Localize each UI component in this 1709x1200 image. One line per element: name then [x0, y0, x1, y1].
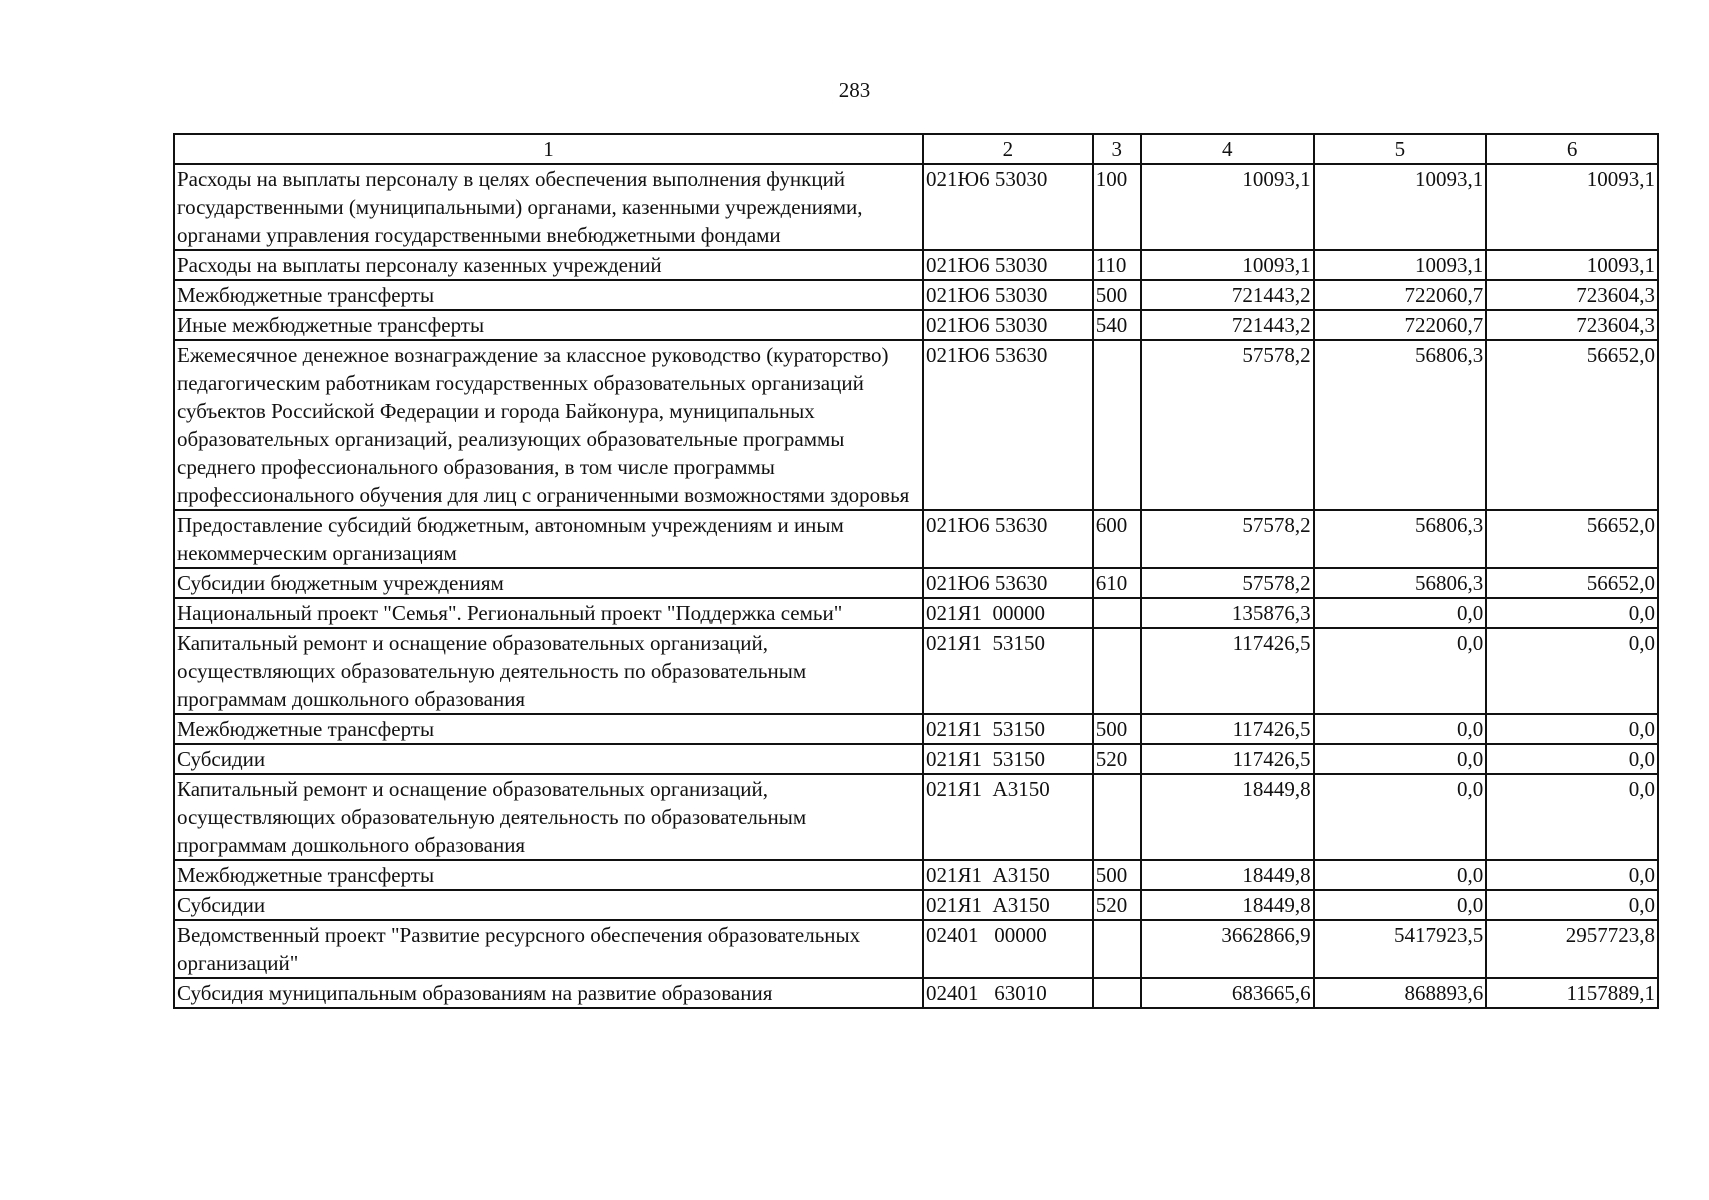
page-number: 283: [838, 78, 871, 102]
row-name-cell: Субсидии бюджетным учреждениям: [174, 568, 923, 598]
row-value-col5-cell: 10093,1: [1314, 164, 1487, 250]
row-value-col5-cell: 0,0: [1314, 628, 1487, 714]
row-code-cell: 021Я1 А3150: [923, 860, 1093, 890]
row-value-col4-cell: 117426,5: [1141, 714, 1314, 744]
table-body: [174, 164, 1658, 1008]
table-row: [174, 890, 1658, 920]
row-expense-type-cell: [1093, 628, 1141, 714]
row-code-cell: 021Ю6 53030: [923, 164, 1093, 250]
row-code-cell: 021Я1 А3150: [923, 774, 1093, 860]
row-value-col5-cell: 10093,1: [1314, 250, 1487, 280]
row-expense-type-cell: 540: [1093, 310, 1141, 340]
table-row: [174, 628, 1658, 714]
row-value-col6-cell: 56652,0: [1486, 510, 1658, 568]
row-value-col6-cell: 0,0: [1486, 744, 1658, 774]
row-expense-type-cell: [1093, 978, 1141, 1008]
row-expense-type-cell: 520: [1093, 890, 1141, 920]
row-value-col6-cell: 10093,1: [1486, 250, 1658, 280]
row-value-col5-cell: 722060,7: [1314, 280, 1487, 310]
row-value-col6-cell: 0,0: [1486, 598, 1658, 628]
row-name-cell: Ежемесячное денежное вознаграждение за классное руководство (кураторство) педагогическим работникам государственных образовательных организаций субъектов Российской Федерации и города Байконура, муниципальных образовательных организаций, реализующих образовательные программы среднего профессионального образования, в том числе программы профессионального обучения для лиц с ограниченными возможностями здоровья: [174, 340, 923, 510]
row-value-col5-cell: 56806,3: [1314, 510, 1487, 568]
row-value-col5-cell: 0,0: [1314, 744, 1487, 774]
table-row: [174, 340, 1658, 510]
row-code-cell: 021Я1 53150: [923, 628, 1093, 714]
row-value-col6-cell: 1157889,1: [1486, 978, 1658, 1008]
row-code-cell: 021Я1 00000: [923, 598, 1093, 628]
row-value-col6-cell: 0,0: [1486, 860, 1658, 890]
row-name-cell: Предоставление субсидий бюджетным, автономным учреждениям и иным некоммерческим организациям: [174, 510, 923, 568]
row-expense-type-cell: 110: [1093, 250, 1141, 280]
row-expense-type-cell: [1093, 340, 1141, 510]
row-value-col6-cell: 2957723,8: [1486, 920, 1658, 978]
row-expense-type-cell: 500: [1093, 860, 1141, 890]
row-value-col5-cell: 868893,6: [1314, 978, 1487, 1008]
table-row: [174, 280, 1658, 310]
table-header-row: [174, 134, 1658, 164]
row-value-col4-cell: 10093,1: [1141, 164, 1314, 250]
row-value-col4-cell: 57578,2: [1141, 510, 1314, 568]
row-value-col4-cell: 18449,8: [1141, 774, 1314, 860]
row-value-col6-cell: 56652,0: [1486, 340, 1658, 510]
table-row: [174, 978, 1658, 1008]
column-header-5: 5: [1314, 134, 1487, 164]
row-code-cell: 021Ю6 53030: [923, 280, 1093, 310]
row-value-col6-cell: 0,0: [1486, 714, 1658, 744]
row-name-cell: Иные межбюджетные трансферты: [174, 310, 923, 340]
row-value-col6-cell: 0,0: [1486, 774, 1658, 860]
table-row: [174, 568, 1658, 598]
row-code-cell: 021Ю6 53630: [923, 568, 1093, 598]
row-name-cell: Межбюджетные трансферты: [174, 860, 923, 890]
table-row: [174, 164, 1658, 250]
row-value-col5-cell: 722060,7: [1314, 310, 1487, 340]
row-value-col4-cell: 721443,2: [1141, 310, 1314, 340]
table-row: [174, 744, 1658, 774]
row-value-col4-cell: 135876,3: [1141, 598, 1314, 628]
row-value-col5-cell: 0,0: [1314, 774, 1487, 860]
budget-table: [173, 133, 1659, 1009]
column-header-3: 3: [1093, 134, 1141, 164]
row-value-col4-cell: 117426,5: [1141, 744, 1314, 774]
table-row: [174, 510, 1658, 568]
row-value-col5-cell: 0,0: [1314, 890, 1487, 920]
row-expense-type-cell: [1093, 598, 1141, 628]
row-name-cell: Капитальный ремонт и оснащение образовательных организаций, осуществляющих образовательную деятельность по образовательным программам дошкольного образования: [174, 774, 923, 860]
row-expense-type-cell: 500: [1093, 280, 1141, 310]
row-value-col4-cell: 10093,1: [1141, 250, 1314, 280]
row-value-col4-cell: 18449,8: [1141, 860, 1314, 890]
row-name-cell: Расходы на выплаты персоналу казенных учреждений: [174, 250, 923, 280]
row-expense-type-cell: 500: [1093, 714, 1141, 744]
row-value-col5-cell: 0,0: [1314, 860, 1487, 890]
row-name-cell: Национальный проект "Семья". Региональный проект "Поддержка семьи": [174, 598, 923, 628]
row-code-cell: 021Я1 53150: [923, 744, 1093, 774]
row-value-col6-cell: 0,0: [1486, 890, 1658, 920]
row-expense-type-cell: 520: [1093, 744, 1141, 774]
row-value-col6-cell: 723604,3: [1486, 310, 1658, 340]
row-expense-type-cell: 600: [1093, 510, 1141, 568]
row-name-cell: Межбюджетные трансферты: [174, 714, 923, 744]
row-expense-type-cell: [1093, 920, 1141, 978]
table-row: [174, 774, 1658, 860]
row-name-cell: Субсидии: [174, 890, 923, 920]
row-name-cell: Субсидии: [174, 744, 923, 774]
row-expense-type-cell: 610: [1093, 568, 1141, 598]
row-code-cell: 021Ю6 53630: [923, 510, 1093, 568]
row-name-cell: Межбюджетные трансферты: [174, 280, 923, 310]
row-value-col4-cell: 18449,8: [1141, 890, 1314, 920]
table-row: [174, 598, 1658, 628]
column-header-2: 2: [923, 134, 1093, 164]
row-code-cell: 021Я1 53150: [923, 714, 1093, 744]
row-value-col6-cell: 56652,0: [1486, 568, 1658, 598]
column-header-6: 6: [1486, 134, 1658, 164]
row-name-cell: Капитальный ремонт и оснащение образовательных организаций, осуществляющих образовательную деятельность по образовательным программам дошкольного образования: [174, 628, 923, 714]
row-expense-type-cell: [1093, 774, 1141, 860]
row-code-cell: 02401 63010: [923, 978, 1093, 1008]
table-row: [174, 860, 1658, 890]
row-name-cell: Расходы на выплаты персоналу в целях обеспечения выполнения функций государственными (муниципальными) органами, казенными учреждениями, органами управления государственными внебюджетными фондами: [174, 164, 923, 250]
row-value-col4-cell: 721443,2: [1141, 280, 1314, 310]
row-value-col6-cell: 10093,1: [1486, 164, 1658, 250]
row-value-col5-cell: 0,0: [1314, 598, 1487, 628]
row-expense-type-cell: 100: [1093, 164, 1141, 250]
column-header-1: 1: [174, 134, 923, 164]
table-row: [174, 310, 1658, 340]
table-row: [174, 250, 1658, 280]
row-value-col6-cell: 723604,3: [1486, 280, 1658, 310]
row-value-col4-cell: 683665,6: [1141, 978, 1314, 1008]
row-code-cell: 02401 00000: [923, 920, 1093, 978]
row-code-cell: 021Я1 А3150: [923, 890, 1093, 920]
row-value-col4-cell: 57578,2: [1141, 340, 1314, 510]
row-value-col4-cell: 117426,5: [1141, 628, 1314, 714]
table-row: [174, 920, 1658, 978]
row-value-col6-cell: 0,0: [1486, 628, 1658, 714]
row-code-cell: 021Ю6 53630: [923, 340, 1093, 510]
row-value-col4-cell: 57578,2: [1141, 568, 1314, 598]
row-code-cell: 021Ю6 53030: [923, 250, 1093, 280]
row-value-col5-cell: 56806,3: [1314, 340, 1487, 510]
table-row: [174, 714, 1658, 744]
row-value-col5-cell: 5417923,5: [1314, 920, 1487, 978]
row-name-cell: Ведомственный проект "Развитие ресурсного обеспечения образовательных организаций": [174, 920, 923, 978]
row-code-cell: 021Ю6 53030: [923, 310, 1093, 340]
row-value-col5-cell: 56806,3: [1314, 568, 1487, 598]
column-header-4: 4: [1141, 134, 1314, 164]
row-value-col4-cell: 3662866,9: [1141, 920, 1314, 978]
row-value-col5-cell: 0,0: [1314, 714, 1487, 744]
row-name-cell: Субсидия муниципальным образованиям на развитие образования: [174, 978, 923, 1008]
